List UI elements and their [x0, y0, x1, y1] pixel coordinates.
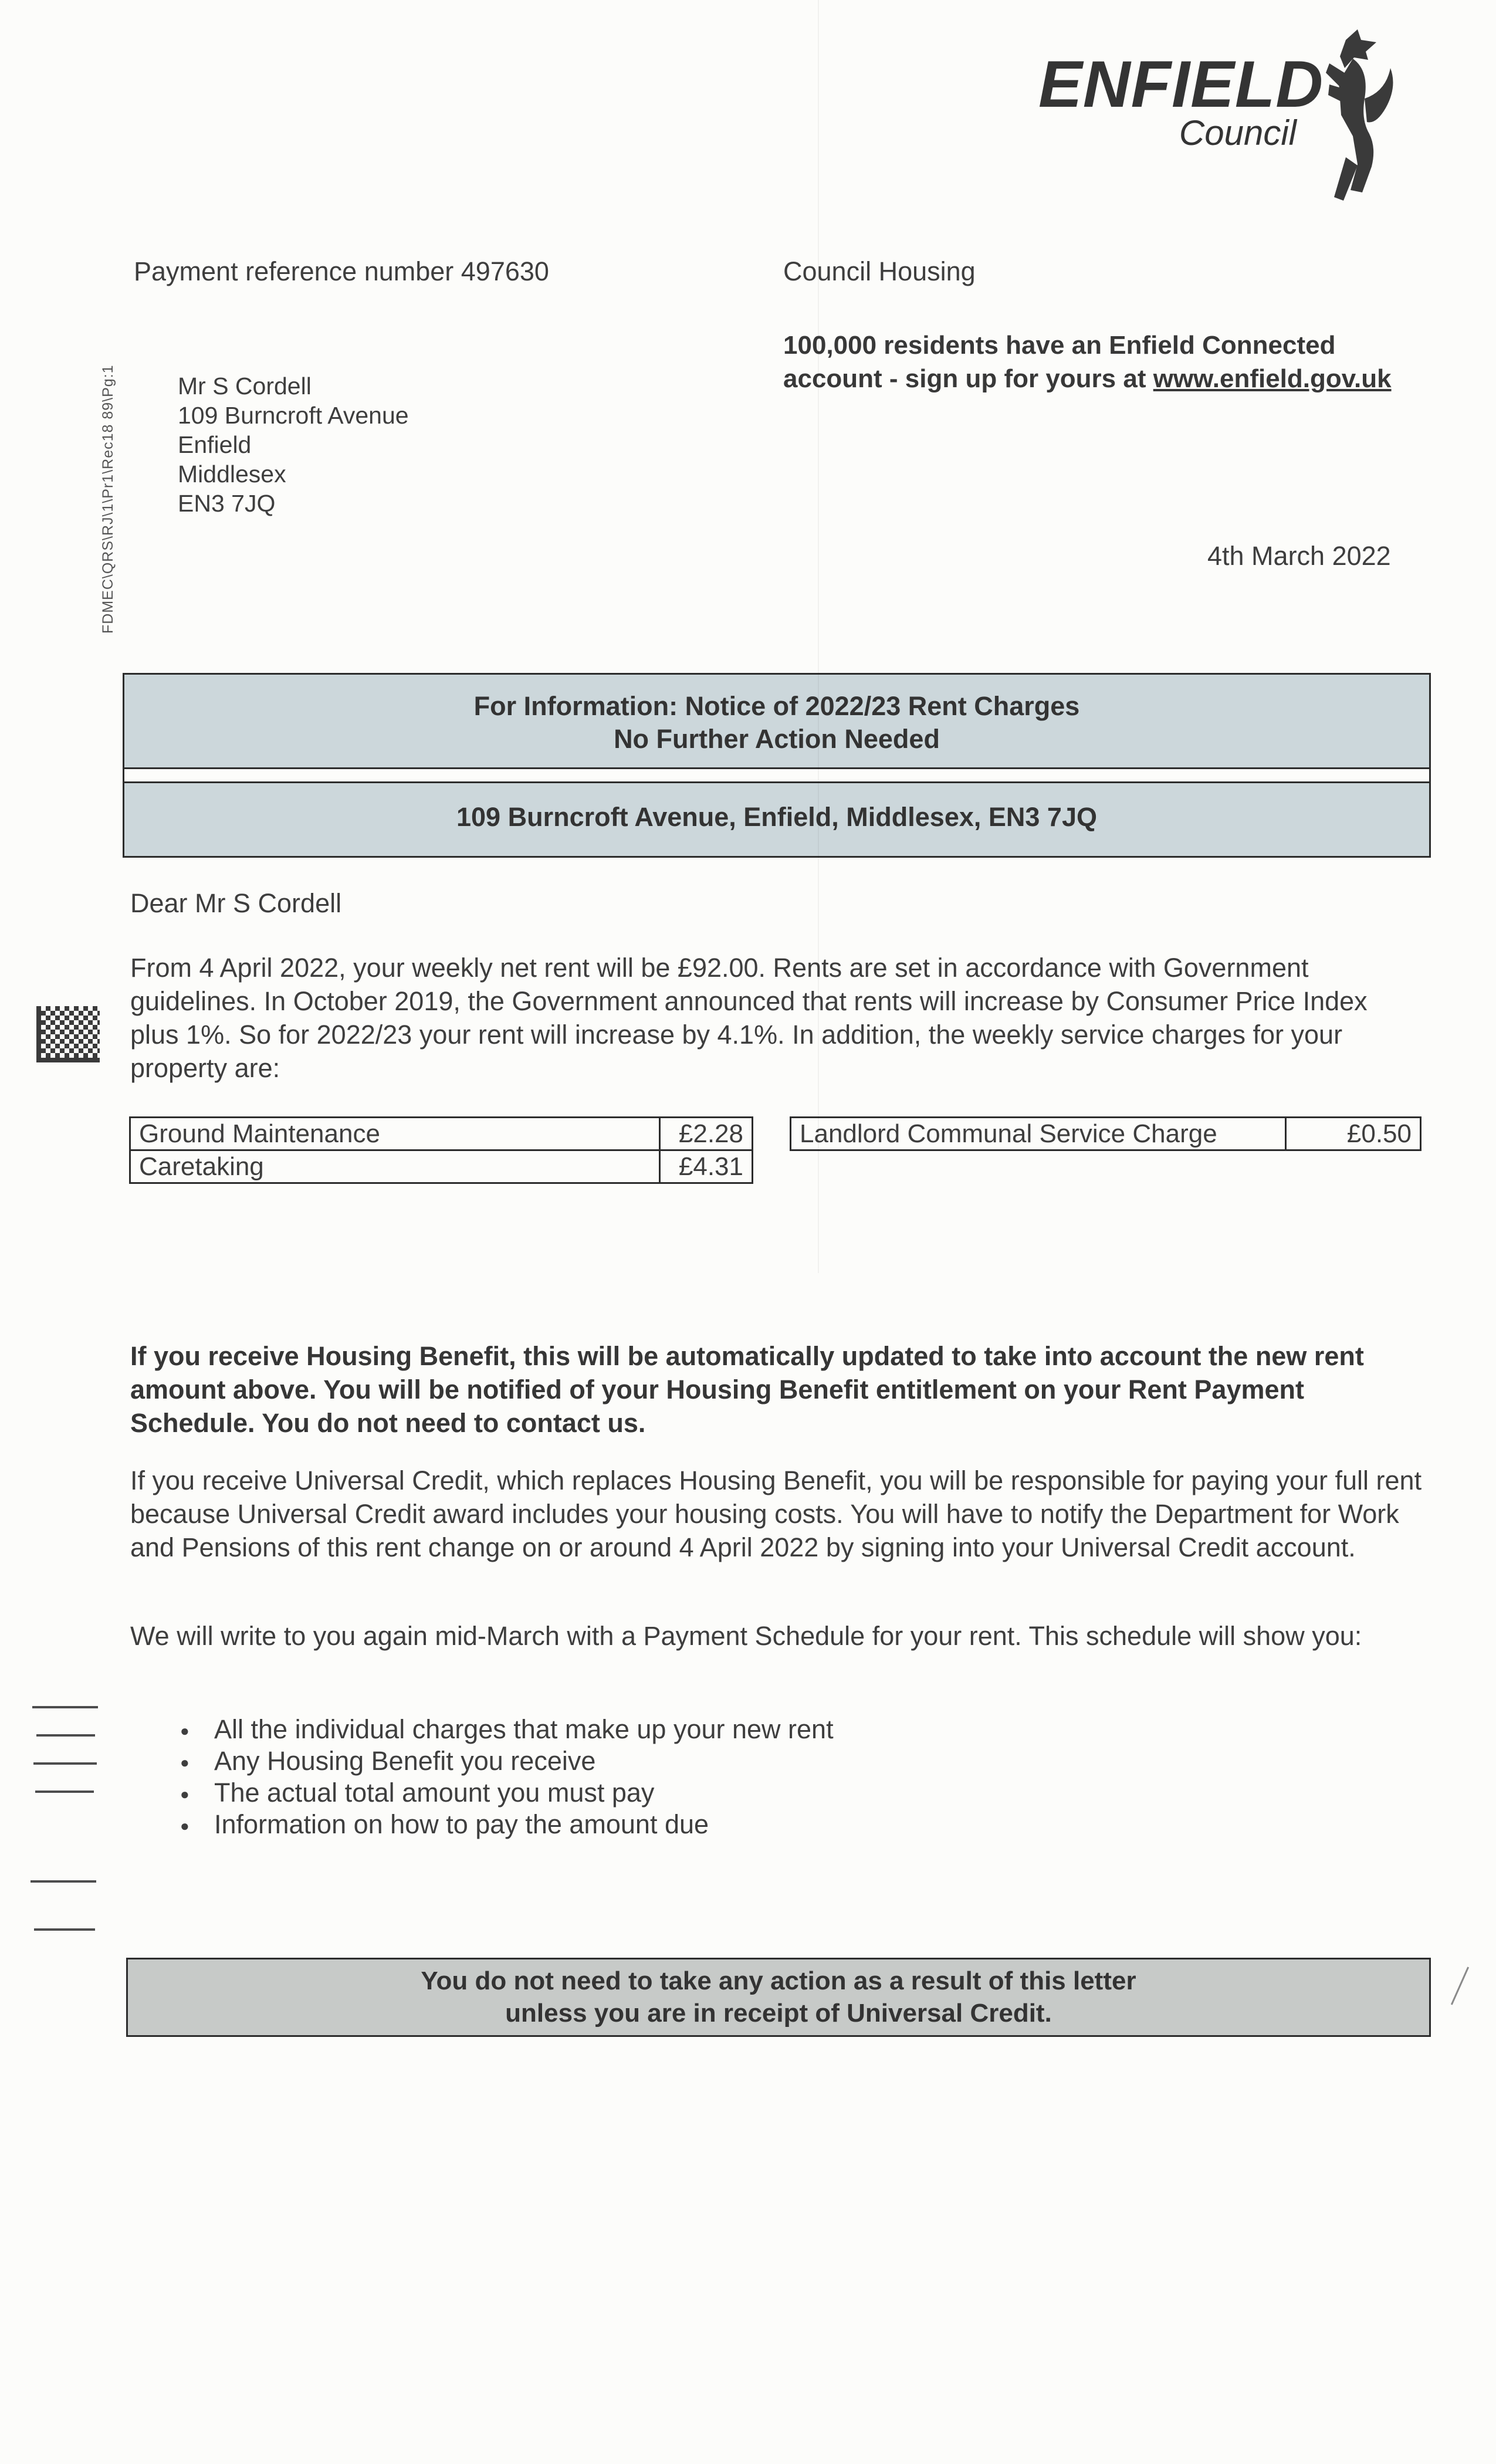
- salutation: Dear Mr S Cordell: [130, 888, 342, 918]
- charge-row: [790, 1116, 1421, 1151]
- paragraph-housing-benefit: If you receive Housing Benefit, this will be automatically updated to take into account the new rent amount above. You will be notified of your Housing Benefit entitlement on your Rent Payment Schedule. You do not need to contact us.: [130, 1341, 1364, 1438]
- bullet-item: ● Information on how to pay the amount due: [214, 1809, 834, 1840]
- notice-title-line2: No Further Action Needed: [614, 724, 940, 754]
- address-line: 109 Burncroft Avenue: [178, 402, 409, 429]
- action-box: [126, 1958, 1431, 2037]
- connected-text: 100,000 residents have an Enfield Connected account - sign up for yours at: [783, 331, 1336, 393]
- charge-value: £0.50: [1285, 1116, 1421, 1151]
- charges-table-left: [129, 1116, 753, 1184]
- address-line: EN3 7JQ: [178, 490, 276, 517]
- enfield-gov-link[interactable]: www.enfield.gov.uk: [1153, 364, 1392, 393]
- paragraph-rent: From 4 April 2022, your weekly net rent will be £92.00. Rents are set in accordance with Government guidelines. In October 2019, the Government announced that rents will increase by Consumer Price Index plus 1%. So for 2022/23 your rent will increase by 4.1%. In addition, the weekly service charges for your property are:: [130, 953, 1368, 1083]
- address-line: Mr S Cordell: [178, 373, 312, 400]
- charge-value: £4.31: [659, 1149, 753, 1184]
- charges-table-right: [790, 1116, 1421, 1151]
- fold-crease: [818, 0, 819, 1273]
- notice-title-line1: For Information: Notice of 2022/23 Rent Charges: [473, 691, 1080, 721]
- logo-subtitle: Council: [1179, 113, 1297, 153]
- logo-wordmark: ENFIELD: [1038, 48, 1324, 121]
- margin-mark: [33, 1762, 97, 1765]
- scan-artifact: [1451, 1967, 1469, 2005]
- paragraph-schedule: We will write to you again mid-March with a Payment Schedule for your rent. This schedule will show you:: [130, 1621, 1362, 1651]
- address-line: Middlesex: [178, 461, 286, 488]
- charge-row: [129, 1116, 753, 1151]
- notice-address: 109 Burncroft Avenue, Enfield, Middlesex, EN3 7JQ: [124, 781, 1429, 856]
- bullet-item: ● All the individual charges that make up your new rent: [214, 1714, 834, 1745]
- bullet-item: ● The actual total amount you must pay: [214, 1777, 834, 1809]
- notice-box: [123, 673, 1431, 858]
- charge-value: £2.28: [659, 1116, 753, 1151]
- connected-note: [783, 329, 1440, 395]
- notice-gap: [124, 769, 1429, 781]
- margin-mark: [35, 1791, 94, 1793]
- action-line-2: unless you are in receipt of Universal Credit.: [505, 1999, 1052, 2028]
- margin-mark: [34, 1928, 95, 1931]
- barcode-icon: [36, 1006, 100, 1062]
- margin-mark: [32, 1706, 98, 1708]
- council-logo: [1038, 48, 1324, 153]
- margin-mark: [36, 1734, 95, 1737]
- payment-reference: Payment reference number 497630: [134, 256, 549, 286]
- paragraph-universal-credit: If you receive Universal Credit, which replaces Housing Benefit, you will be responsible for paying your full rent because Universal Credit award includes your housing costs. You will have to notify the Department for Work and Pensions of this rent change on or around 4 April 2022 by signing into your Universal Credit account.: [130, 1465, 1422, 1562]
- charge-row: [129, 1149, 753, 1184]
- department-title: Council Housing: [783, 256, 976, 286]
- notice-title: [124, 675, 1429, 769]
- address-line: Enfield: [178, 431, 252, 458]
- charge-label: Caretaking: [129, 1149, 661, 1184]
- bullet-list: [214, 1714, 834, 1840]
- charge-label: Landlord Communal Service Charge: [790, 1116, 1287, 1151]
- margin-mark: [31, 1880, 96, 1883]
- action-line-1: You do not need to take any action as a result of this letter: [421, 1967, 1136, 1995]
- recipient-address: [178, 371, 409, 518]
- heraldic-beast-icon: [1301, 28, 1419, 216]
- charge-label: Ground Maintenance: [129, 1116, 661, 1151]
- bullet-item: ● Any Housing Benefit you receive: [214, 1745, 834, 1777]
- print-edge-code: FDMEC\QRS\RJ\1\Pr1\Rec18 89\Pg:1: [100, 364, 116, 634]
- letter-date: 4th March 2022: [1207, 541, 1391, 571]
